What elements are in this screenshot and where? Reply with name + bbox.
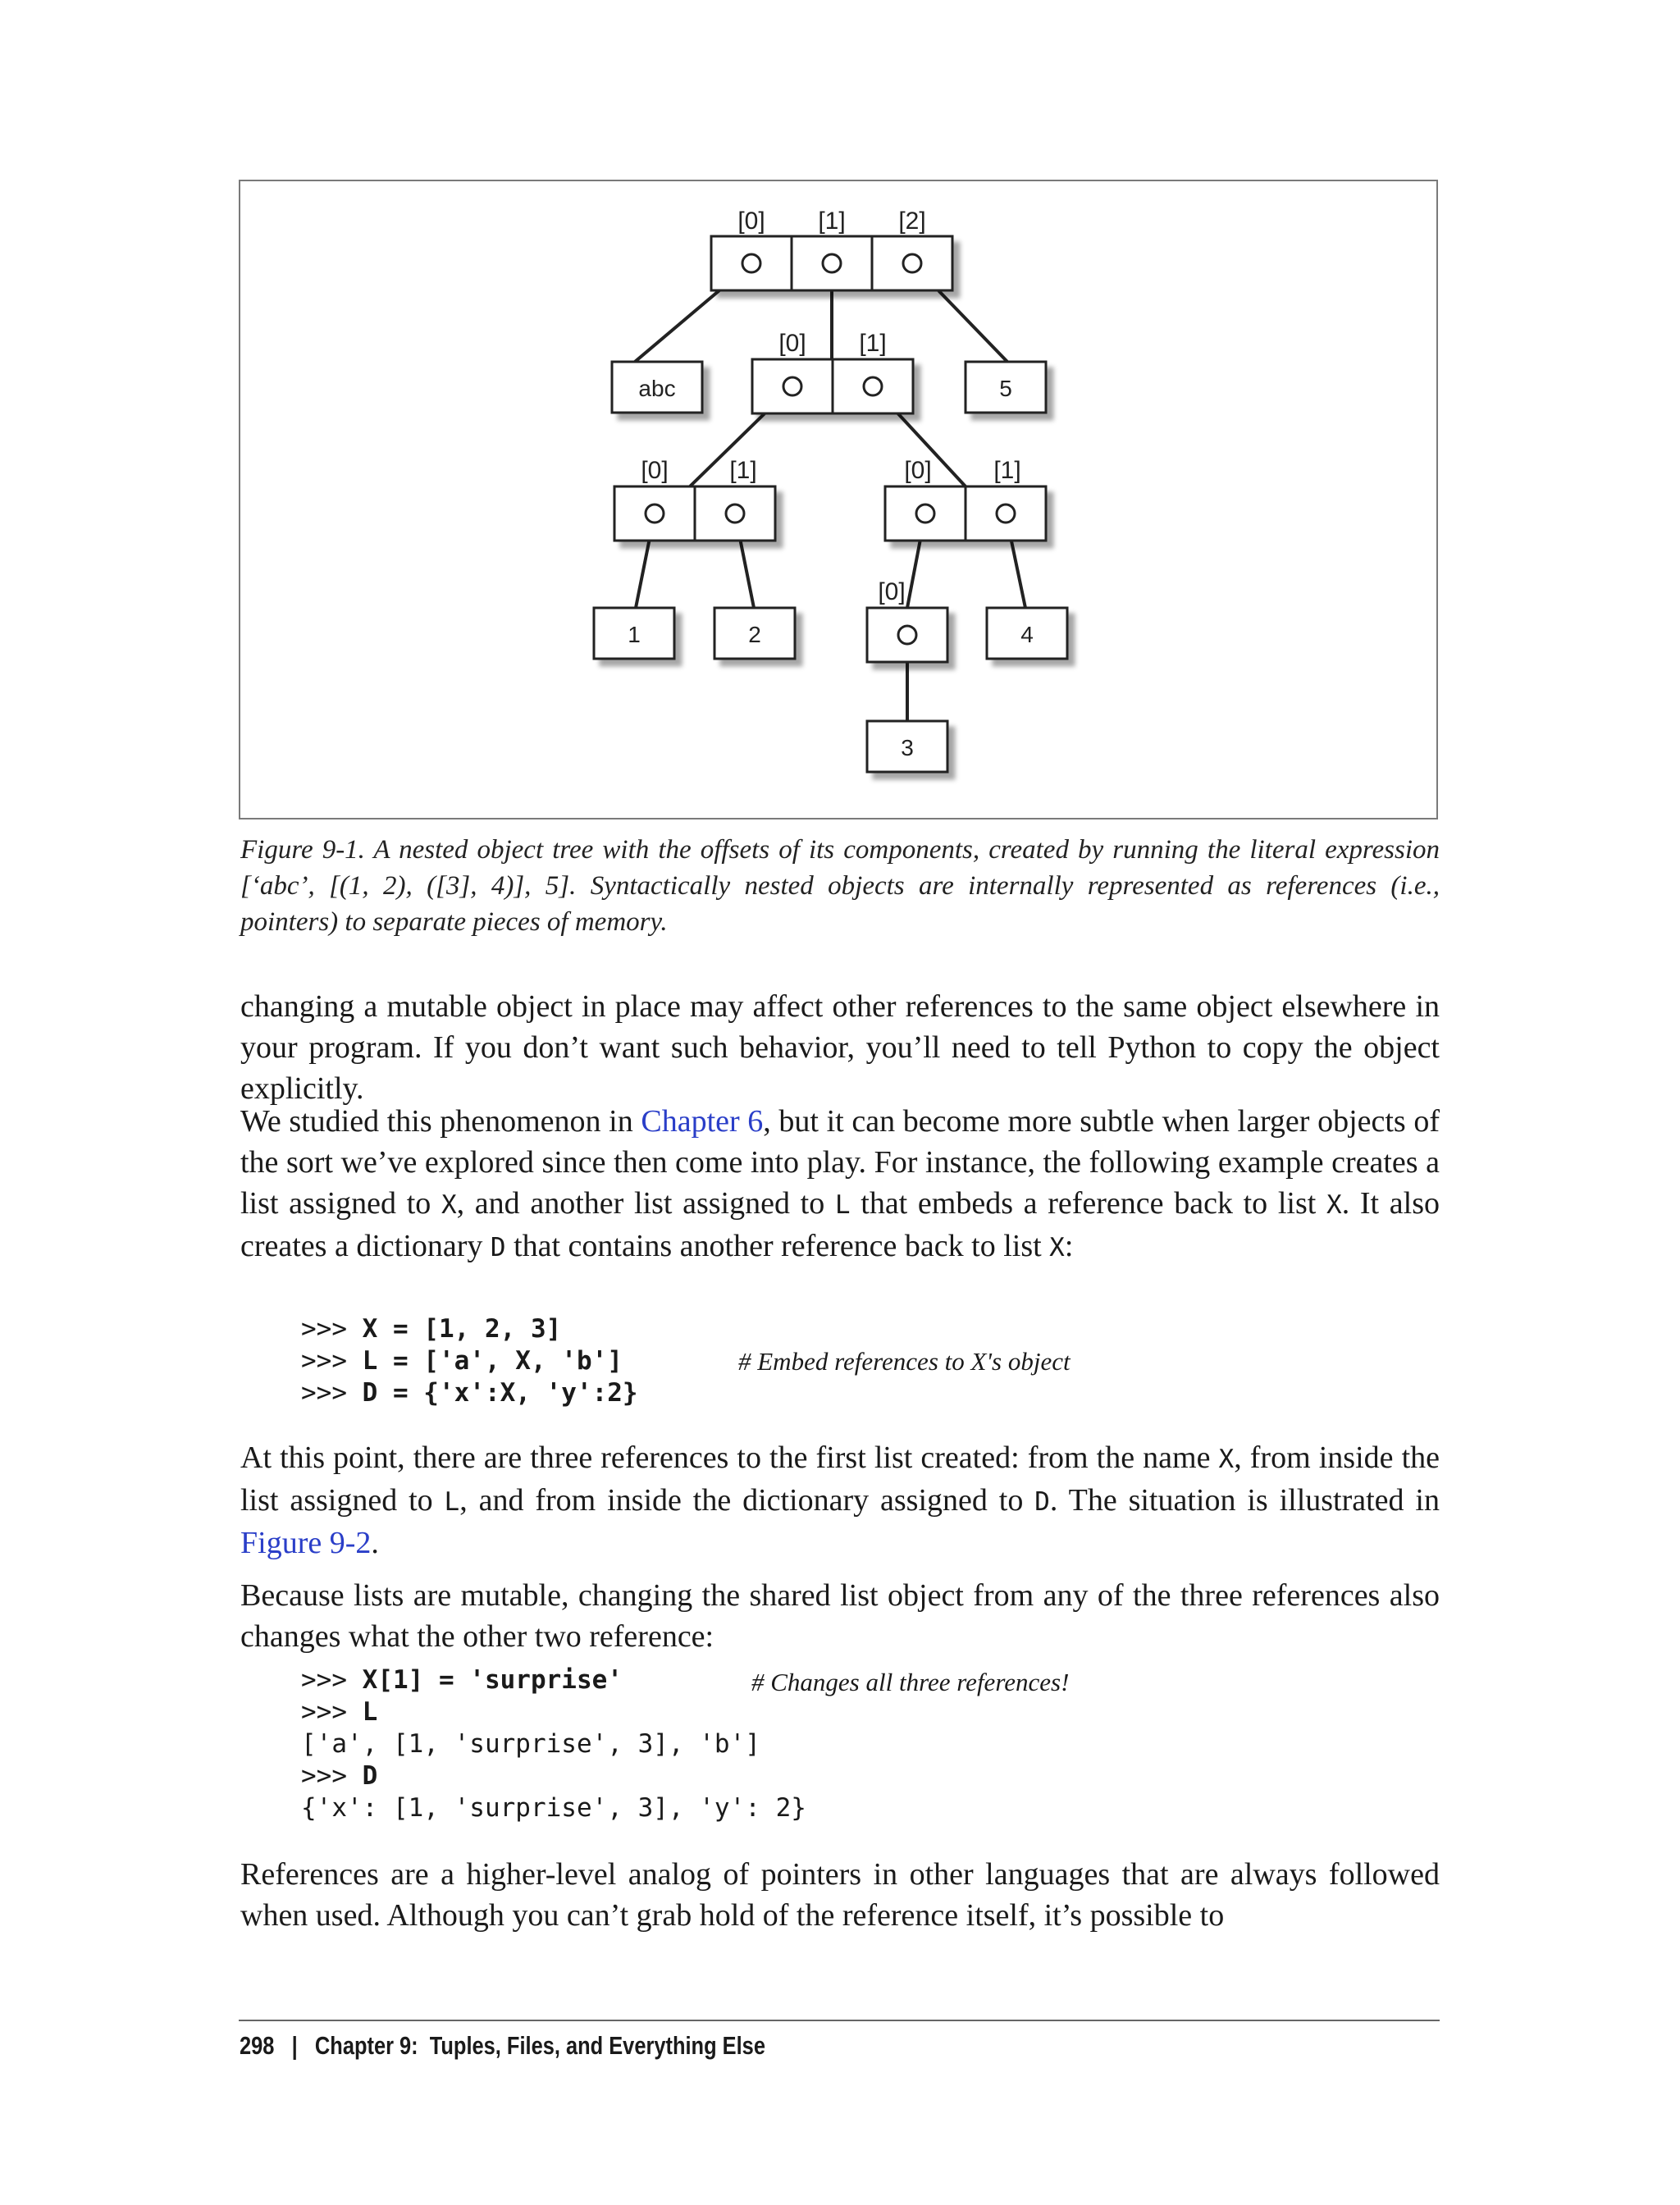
leaf-four-label: 4 <box>1020 622 1034 647</box>
leaf-two-label: 2 <box>748 622 761 647</box>
footer-rule <box>239 2020 1440 2021</box>
mid-list-node <box>752 359 913 413</box>
paragraph-4: Because lists are mutable, changing the shared list object from any of the three references also changes what the other two reference: <box>240 1578 1440 1654</box>
leaf-two <box>714 608 795 659</box>
leaf-one-label: 1 <box>628 622 641 647</box>
p3-code-x: X <box>1218 1445 1235 1474</box>
top-index-1: [1] <box>818 208 846 235</box>
leaf-one <box>594 608 674 659</box>
p3-text-4: . The situation is illustrated in <box>1049 1483 1440 1518</box>
p2-text-3: , and another list assigned to <box>456 1186 835 1221</box>
leaf-three-label: 3 <box>901 735 914 760</box>
code1-line-1: X = [1, 2, 3] <box>362 1314 562 1344</box>
inner-index-0: [0] <box>878 578 906 605</box>
left-index-0: [0] <box>641 457 669 484</box>
paragraph-3 <box>240 1437 1440 1564</box>
figure-frame <box>239 180 1438 819</box>
right-index-0: [0] <box>904 457 932 484</box>
code-block-1 <box>301 1313 638 1409</box>
p2-text-1: We studied this phenomenon in <box>240 1104 641 1139</box>
prompt: >>> <box>301 1378 363 1408</box>
p2-code-x2: X <box>1326 1190 1342 1220</box>
prompt: >>> <box>301 1314 363 1344</box>
p2-text-2: , but it can become more subtle when larger objects of the sort we’ve explored since then come into play. For instance, the following example creates a list assigned to <box>240 1104 1440 1221</box>
leaf-three <box>867 721 947 772</box>
code2-comment: # Changes all three references! <box>751 1668 1070 1696</box>
p3-code-l: L <box>444 1487 460 1517</box>
p3-text-1: At this point, there are three references to the first list created: from the name <box>240 1440 1219 1475</box>
prompt: >>> <box>301 1697 363 1727</box>
right-tuple-node <box>885 486 1046 541</box>
paragraph-1: changing a mutable object in place may affect other references to the same object elsewhere in your program. If you don’t want such behavior, you’ll need to tell Python to copy the object explicitly. <box>240 989 1440 1106</box>
p2-code-x3: X <box>1049 1233 1065 1262</box>
figure-caption: Figure 9-1. A nested object tree with the offsets of its components, created by running the literal expression [‘abc’, [(1, 2), ([3], 4)], 5]. Syntactically nested objects are internally represented as references (i.e., pointers) to separate pieces of memory. <box>240 835 1440 937</box>
figure-9-2-link[interactable]: Figure 9-2 <box>240 1526 372 1560</box>
left-index-1: [1] <box>729 457 757 484</box>
top-index-2: [2] <box>898 208 926 235</box>
p3-text-5: . <box>371 1526 379 1560</box>
code-block-2 <box>301 1664 806 1824</box>
page-number: 298 <box>240 2031 275 2060</box>
leaf-five-label: 5 <box>999 376 1012 401</box>
p2-code-l: L <box>834 1190 851 1220</box>
left-tuple-node <box>614 486 775 541</box>
p2-code-x: X <box>441 1190 457 1220</box>
p2-text-5: . It also creates a dictionary <box>240 1186 1440 1263</box>
paragraph-2 <box>240 1101 1440 1268</box>
prompt: >>> <box>301 1346 363 1376</box>
inner-list-node <box>867 608 947 662</box>
running-footer <box>240 2031 765 2061</box>
prompt: >>> <box>301 1665 363 1695</box>
code1-line-3: D = {'x':X, 'y':2} <box>362 1378 638 1408</box>
footer-separator: | <box>291 2031 298 2060</box>
leaf-five <box>966 362 1046 413</box>
p2-text-7: : <box>1064 1229 1074 1263</box>
code2-output-2: {'x': [1, 'surprise', 3], 'y': 2} <box>301 1793 806 1823</box>
p2-text-6: that contains another reference back to list <box>505 1229 1050 1263</box>
footer-chapter-title: Chapter 9: Tuples, Files, and Everything Else <box>314 2031 765 2060</box>
mid-index-0: [0] <box>778 330 806 357</box>
chapter-6-link[interactable]: Chapter 6 <box>641 1104 764 1139</box>
p2-code-d: D <box>490 1233 506 1262</box>
mid-index-1: [1] <box>859 330 887 357</box>
p2-text-4: that embeds a reference back to list <box>850 1186 1327 1221</box>
code1-comment: # Embed references to X's object <box>738 1347 1071 1376</box>
p3-code-d: D <box>1034 1487 1050 1517</box>
code2-line-3: D <box>362 1761 378 1791</box>
object-tree-diagram <box>240 181 1438 819</box>
paragraph-5: References are a higher-level analog of pointers in other languages that are always followed when used. Although you can’t grab hold of the reference itself, it’s possible to <box>240 1857 1440 1933</box>
p3-text-2: , from inside the list assigned to <box>240 1440 1440 1518</box>
code2-output-1: ['a', [1, 'surprise', 3], 'b'] <box>301 1729 760 1759</box>
code2-line-1: X[1] = 'surprise' <box>362 1665 623 1695</box>
leaf-abc <box>612 362 702 413</box>
leaf-four <box>987 608 1067 659</box>
top-index-0: [0] <box>737 208 765 235</box>
prompt: >>> <box>301 1761 363 1791</box>
right-index-1: [1] <box>993 457 1021 484</box>
root-list-node <box>711 236 952 290</box>
p3-text-3: , and from inside the dictionary assigned to <box>459 1483 1035 1518</box>
code1-line-2: L = ['a', X, 'b'] <box>362 1346 623 1376</box>
leaf-abc-label: abc <box>638 376 676 401</box>
code2-line-2: L <box>362 1697 378 1727</box>
